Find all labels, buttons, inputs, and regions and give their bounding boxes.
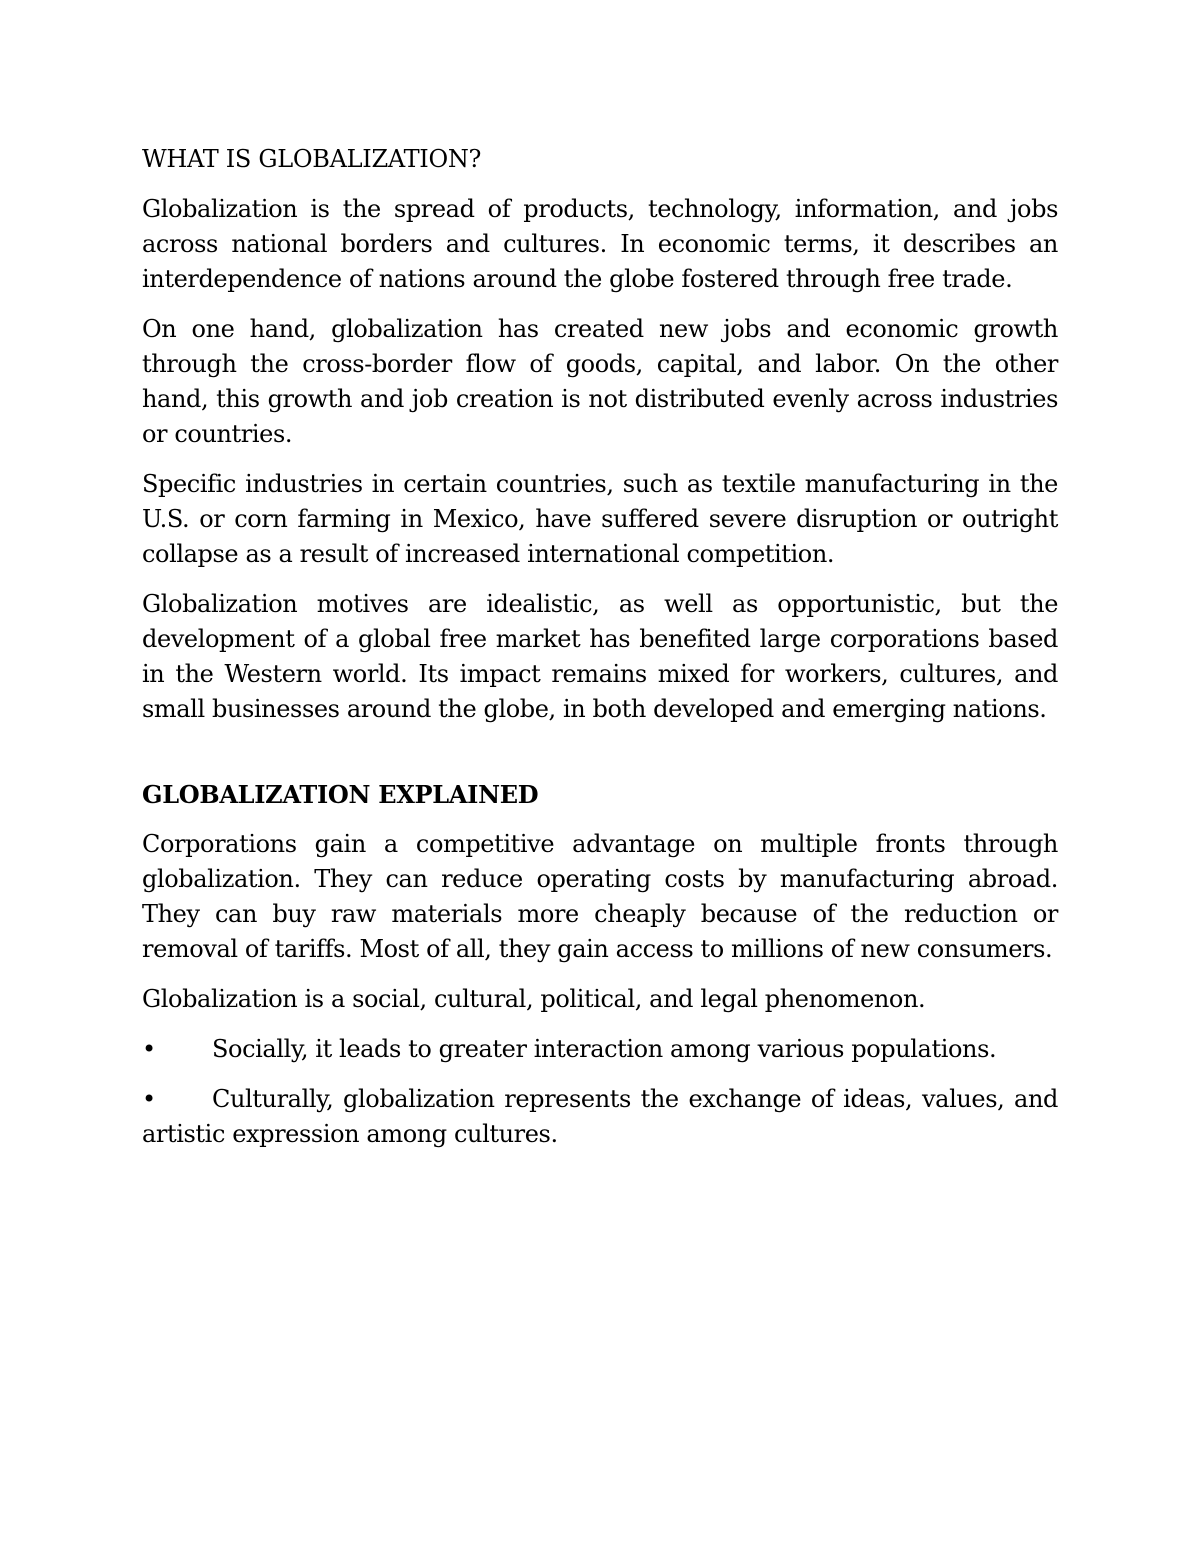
section-title: WHAT IS GLOBALIZATION? [142,145,482,173]
bullet-item-cultural [142,1082,1058,1152]
bullet-text: Socially, it leads to greater interaction among various populations. [212,1035,997,1063]
bullet-item-social [142,1032,1058,1067]
document-body [142,142,1058,1167]
bullet-text: Culturally, globalization represents the exchange of ideas, values, and artistic expression among cultures. [142,1085,1058,1148]
paragraph-motives: Globalization motives are idealistic, as well as opportunistic, but the development of a global free market has benefited large corporations based in the Western world. Its impact remains mixed for workers, cultures, and small businesses around the globe, in both developed and emerging nations. [142,590,1058,723]
paragraph-definition: Globalization is the spread of products, technology, information, and jobs across national borders and cultures. In economic terms, it describes an interdependence of nations around the globe fostered through free trade. [142,195,1058,293]
section-heading: GLOBALIZATION EXPLAINED [142,780,539,809]
paragraph-corporations: Corporations gain a competitive advantage on multiple fronts through globalization. They can reduce operating costs by manufacturing abroad. They can buy raw materials more cheaply because of the reduction or removal of tariffs. Most of all, they gain access to millions of new consumers. [142,830,1058,963]
paragraph-industries: Specific industries in certain countries, such as textile manufacturing in the U.S. or corn farming in Mexico, have suffered severe disruption or outright collapse as a result of increased international competition. [142,470,1058,568]
bullet-icon: • [142,1085,156,1113]
paragraph-phenomenon: Globalization is a social, cultural, political, and legal phenomenon. [142,985,926,1013]
paragraph-jobs-growth: On one hand, globalization has created new jobs and economic growth through the cross-border flow of goods, capital, and labor. On the other hand, this growth and job creation is not distributed evenly across industries or countries. [142,315,1058,448]
bullet-icon: • [142,1035,156,1063]
